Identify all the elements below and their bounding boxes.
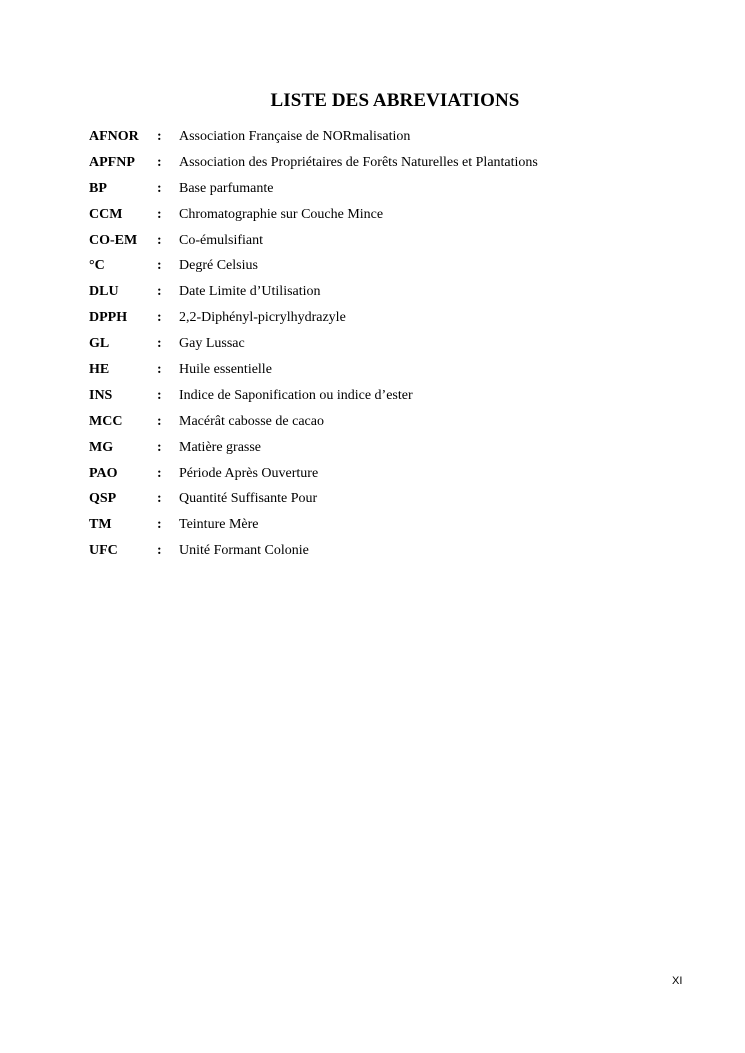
abbreviation-separator: : [157, 362, 162, 378]
abbreviation-definition: Unité Formant Colonie [179, 543, 309, 559]
abbreviation-definition: Quantité Suffisante Pour [179, 491, 318, 507]
abbreviation-row [89, 253, 689, 279]
abbreviation-row [89, 228, 689, 254]
abbreviation-term: AFNOR [89, 129, 139, 144]
abbreviation-row [89, 512, 689, 538]
abbreviation-definition: Chromatographie sur Couche Mince [179, 206, 384, 222]
abbreviation-separator: : [157, 180, 162, 196]
abbreviation-term: TM [89, 517, 112, 533]
abbreviation-separator: : [157, 491, 162, 507]
abbreviation-definition: Indice de Saponification ou indice d’ester [179, 387, 413, 403]
page-number: XI [672, 975, 683, 987]
abbreviation-row [89, 279, 689, 305]
abbreviation-separator: : [157, 336, 162, 352]
abbreviation-row [89, 461, 689, 487]
abbreviation-term: DPPH [89, 310, 128, 326]
abbreviation-row [89, 538, 689, 564]
abbreviation-row [89, 124, 689, 150]
abbreviation-definition: Matière grasse [179, 439, 262, 455]
abbreviation-separator: : [157, 517, 162, 533]
abbreviation-separator: : [157, 543, 162, 559]
abbreviation-term: PAO [89, 465, 118, 481]
abbreviation-definition: Date Limite d’Utilisation [179, 284, 321, 300]
abbreviation-definition: Teinture Mère [179, 517, 259, 533]
abbreviation-separator: : [157, 387, 162, 403]
abbreviation-row [89, 176, 689, 202]
abbreviation-separator: : [157, 284, 162, 300]
abbreviation-term: CO-EM [89, 232, 138, 248]
abbreviation-definition: 2,2-Diphényl-picrylhydrazyle [179, 310, 346, 326]
abbreviation-separator: : [157, 232, 162, 248]
abbreviation-term: HE [89, 362, 110, 378]
abbreviation-separator: : [157, 413, 162, 429]
abbreviation-row [89, 383, 689, 409]
abbreviation-row [89, 202, 689, 228]
abbreviation-term: °C [89, 258, 105, 274]
abbreviation-definition: Co-émulsifiant [179, 232, 263, 248]
page-title: LISTE DES ABREVIATIONS [270, 90, 520, 111]
abbreviation-separator: : [157, 465, 162, 481]
abbreviation-row [89, 357, 689, 383]
abbreviation-separator: : [157, 258, 162, 274]
abbreviation-row [89, 150, 689, 176]
abbreviation-row [89, 305, 689, 331]
abbreviation-term: MCC [89, 413, 123, 429]
abbreviation-term: APFNP [89, 154, 135, 170]
abbreviation-term: CCM [89, 206, 123, 222]
abbreviation-separator: : [157, 154, 162, 170]
abbreviation-term: DLU [89, 284, 119, 300]
abbreviation-row [89, 486, 689, 512]
abbreviation-term: BP [89, 180, 107, 196]
abbreviation-row [89, 331, 689, 357]
abbreviation-definition: Huile essentielle [179, 362, 272, 378]
abbreviation-term: GL [89, 336, 110, 352]
abbreviation-separator: : [157, 129, 162, 144]
abbreviation-term: MG [89, 439, 114, 455]
abbreviation-term: UFC [89, 543, 118, 559]
abbreviation-separator: : [157, 439, 162, 455]
abbreviation-definition: Association des Propriétaires de Forêts Naturelles et Plantations [179, 154, 538, 170]
abbreviation-definition: Macérât cabosse de cacao [179, 413, 324, 429]
abbreviation-term: INS [89, 387, 113, 403]
abbreviation-row [89, 435, 689, 461]
abbreviation-definition: Degré Celsius [179, 258, 258, 274]
abbreviation-separator: : [157, 206, 162, 222]
abbreviation-row [89, 409, 689, 435]
abbreviation-separator: : [157, 310, 162, 326]
abbreviation-definition: Période Après Ouverture [179, 465, 319, 481]
abbreviation-definition: Association Française de NORmalisation [179, 129, 411, 144]
abbreviation-definition: Base parfumante [179, 180, 274, 196]
abbreviation-term: QSP [89, 491, 117, 507]
abbreviation-list [89, 124, 689, 564]
abbreviation-definition: Gay Lussac [179, 336, 245, 352]
